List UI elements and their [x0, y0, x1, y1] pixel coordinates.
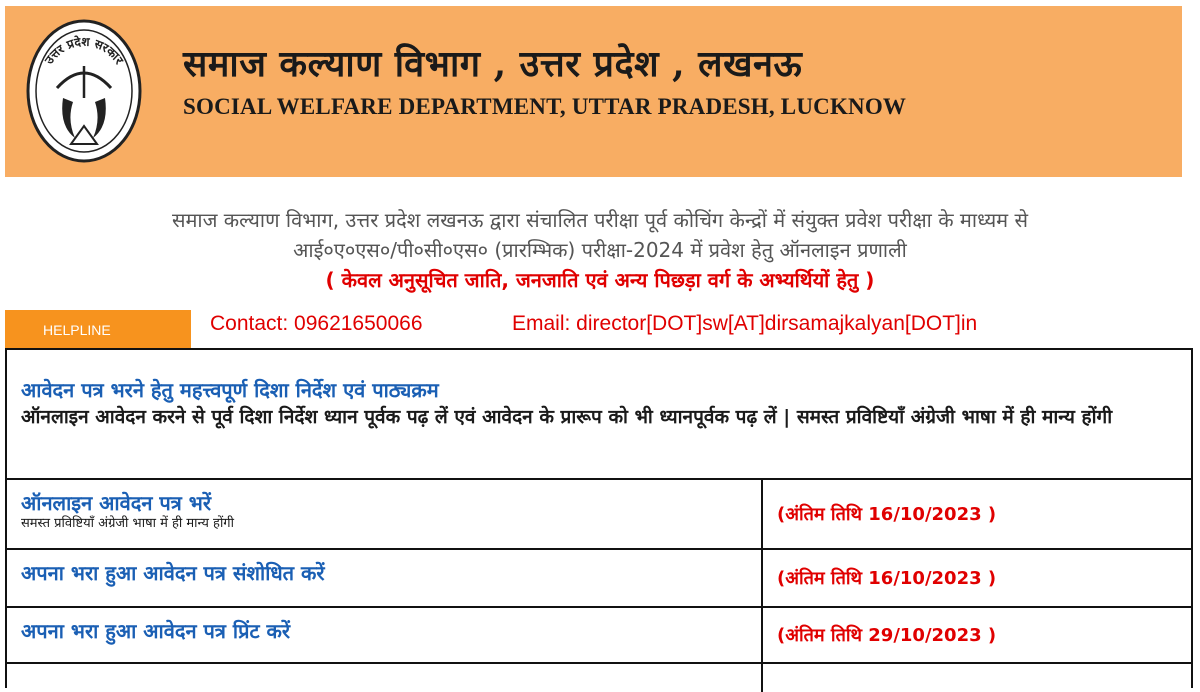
contact-phone: Contact: 09621650066 — [210, 312, 423, 335]
site-header — [5, 6, 1182, 177]
print-application-cell — [7, 608, 763, 662]
up-government-emblem-icon — [23, 16, 145, 166]
department-title-english: SOCIAL WELFARE DEPARTMENT, UTTAR PRADESH, LUCKNOW — [183, 94, 907, 119]
intro-line-1: समाज कल्याण विभाग, उत्तर प्रदेश लखनऊ द्वारा संचालित परीक्षा पूर्व कोचिंग केन्द्रों में संयुक्त प्रवेश परीक्षा के माध्यम से — [171, 208, 1029, 232]
apply-online-row — [7, 478, 1191, 548]
english-entries-note: समस्त प्रविष्टियाँ अंग्रेजी भाषा में ही मान्य होंगी — [21, 516, 234, 531]
apply-deadline: (अंतिम तिथि 16/10/2023 ) — [777, 504, 997, 525]
guidelines-section — [7, 350, 1191, 478]
guidelines-description: ऑनलाइन आवेदन करने से पूर्व दिशा निर्देश ध्यान पूर्वक पढ़ लें एवं आवेदन के प्रारूप को भी ध्यानपूर्वक पढ़ लें | समस्त प्रविष्टियाँ अंग्रेजी भाषा में ही मान्य होंगी — [21, 406, 1113, 428]
print-deadline: (अंतिम तिथि 29/10/2023 ) — [777, 625, 997, 646]
next-row — [7, 662, 1191, 692]
print-application-link[interactable]: अपना भरा हुआ आवेदन पत्र प्रिंट करें — [21, 619, 291, 643]
apply-online-link[interactable]: ऑनलाइन आवेदन पत्र भरें — [21, 491, 212, 515]
helpline-button[interactable]: HELPLINE — [5, 310, 191, 348]
intro-section — [0, 205, 1200, 295]
logo-arc-text: उत्तर प्रदेश सरकार — [41, 34, 127, 67]
department-title-hindi: समाज कल्याण विभाग , उत्तर प्रदेश , लखनऊ — [183, 43, 803, 85]
modify-application-row — [7, 548, 1191, 606]
guidelines-link[interactable]: आवेदन पत्र भरने हेतु महत्त्वपूर्ण दिशा निर्देश एवं पाठ्यक्रम — [21, 378, 439, 402]
modify-deadline: (अंतिम तिथि 16/10/2023 ) — [777, 568, 997, 589]
apply-online-cell — [7, 480, 763, 548]
contact-email: Email: director[DOT]sw[AT]dirsamajkalyan[DOT]in — [512, 312, 978, 335]
application-panel — [5, 348, 1193, 688]
print-application-row — [7, 606, 1191, 662]
eligibility-note: ( केवल अनुसूचित जाति, जनजाति एवं अन्य पिछड़ा वर्ग के अभ्यर्थियों हेतु ) — [325, 268, 875, 292]
intro-line-2: आई०ए०एस०/पी०सी०एस० (प्रारम्भिक) परीक्षा-2024 में प्रवेश हेतु ऑनलाइन प्रणाली — [293, 238, 907, 262]
modify-application-cell — [7, 550, 763, 606]
next-row-cell — [7, 664, 763, 692]
modify-application-link[interactable]: अपना भरा हुआ आवेदन पत्र संशोधित करें — [21, 561, 325, 585]
